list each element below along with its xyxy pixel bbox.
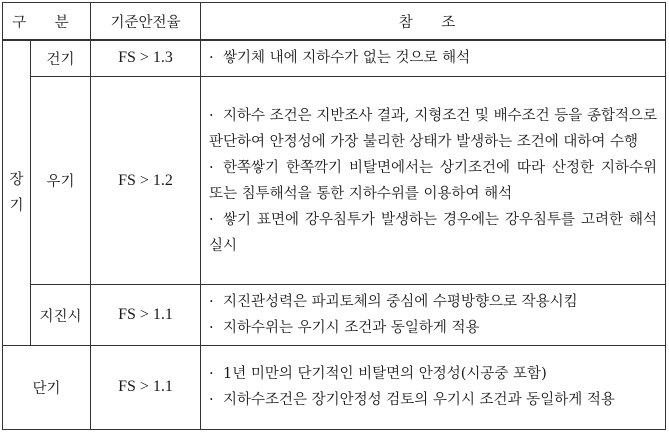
fs-short-term: FS > 1.1: [91, 345, 201, 429]
ref-item: · 지진관성력은 파괴토체의 중심에 수평방향으로 작용시킴: [209, 294, 578, 311]
ref-item: · 한쪽쌓기 한쪽깍기 비탈면에서는 상기조건에 따라 산정한 지하수위 또는 침투해석을 통한 지하수위를 이용하여 해석: [209, 159, 657, 202]
case-rainy: 우기: [31, 76, 91, 285]
long-term-label: 장 기: [3, 40, 31, 345]
ref-item: · 1년 미만의 단기적인 비탈면의 안정성(시공중 포함): [209, 366, 547, 383]
safety-factor-table: [2, 2, 666, 430]
row-long-earthquake: [3, 285, 666, 345]
short-term-label: 단기: [3, 345, 91, 429]
fs-rainy: FS > 1.2: [91, 76, 201, 285]
ref-short-term: [201, 345, 666, 429]
ref-item: · 지하수 조건은 지반조사 결과, 지형조건 및 배수조건 등을 종합적으로 판단하여 안정성에 가장 불리한 상태가 발생하는 조건에 대하여 수행: [209, 107, 657, 150]
ref-earthquake: [201, 285, 666, 345]
ref-dry: [201, 40, 666, 76]
fs-dry: FS > 1.3: [91, 40, 201, 76]
row-long-dry: [3, 40, 666, 76]
case-dry: 건기: [31, 40, 91, 76]
ref-item: · 지하수조건은 장기안정성 검토의 우기시 조건과 동일하게 적용: [209, 392, 615, 409]
row-short-term: [3, 345, 666, 429]
fs-earthquake: FS > 1.1: [91, 285, 201, 345]
row-long-rainy: [3, 76, 666, 285]
ref-rainy: [201, 76, 666, 285]
header-reference: 참 조: [201, 3, 666, 41]
header-category: 구 분: [3, 3, 91, 41]
header-row: [3, 3, 666, 41]
ref-item: · 쌓기체 내에 지하수가 없는 것으로 해석: [209, 50, 471, 67]
ref-item: · 쌓기 표면에 강우침투가 발생하는 경우에는 강우침투를 고려한 해석 실시: [209, 211, 657, 254]
ref-item: · 지하수위는 우기시 조건과 동일하게 적용: [209, 320, 480, 337]
header-safety-factor: 기준안전율: [91, 3, 201, 41]
case-earthquake: 지진시: [31, 285, 91, 345]
